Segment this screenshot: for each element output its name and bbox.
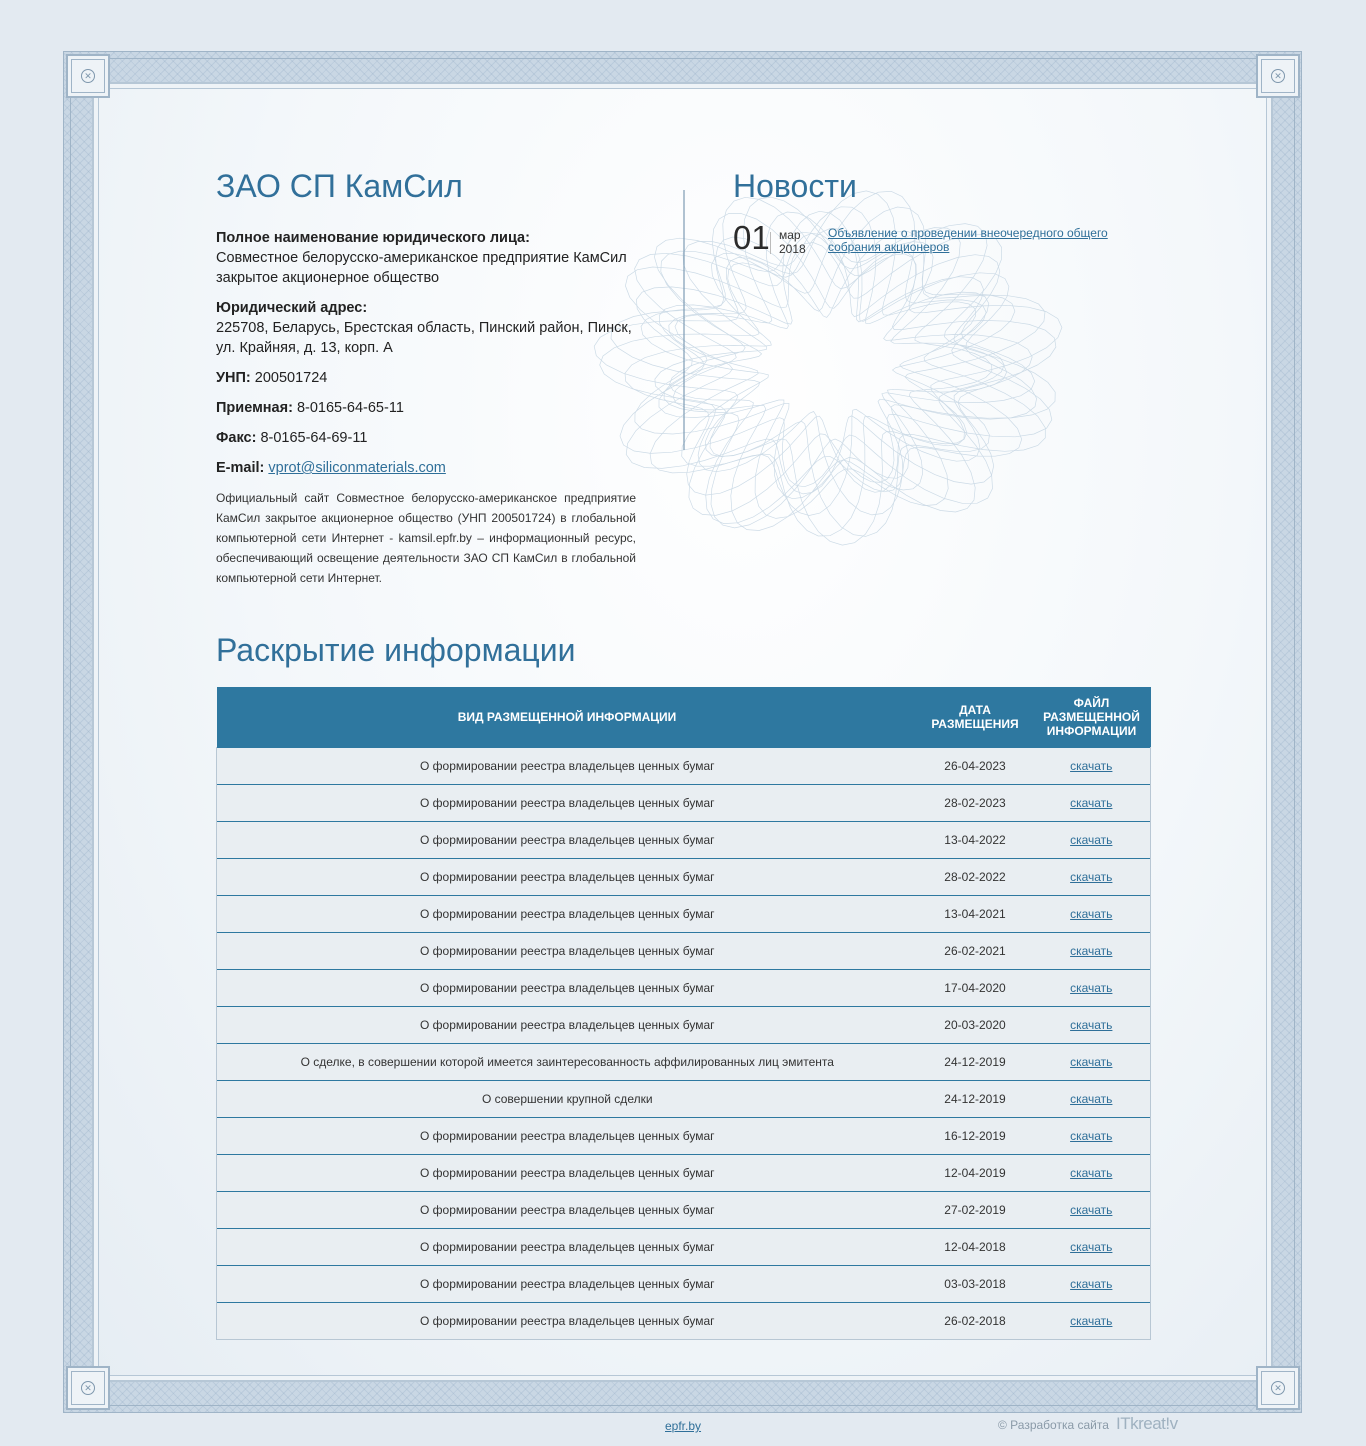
unp-field <box>216 368 636 388</box>
row-file-cell <box>1033 1155 1151 1192</box>
column-header-type: ВИД РАЗМЕЩЕННОЙ ИНФОРМАЦИИ <box>217 687 918 748</box>
table-row <box>217 896 1151 933</box>
row-info-type: О формировании реестра владельцев ценных бумаг <box>217 896 918 933</box>
download-link[interactable]: скачать <box>1070 1314 1113 1328</box>
corner-ornament-icon: ✕ <box>1256 1366 1300 1410</box>
row-date: 26-04-2023 <box>918 748 1033 785</box>
row-info-type: О формировании реестра владельцев ценных бумаг <box>217 1007 918 1044</box>
row-date: 27-02-2019 <box>918 1192 1033 1229</box>
row-file-cell <box>1033 1007 1151 1044</box>
fax-label: Факс: <box>216 430 257 446</box>
row-info-type: О формировании реестра владельцев ценных бумаг <box>217 748 918 785</box>
news-month: мар <box>779 228 801 242</box>
table-row <box>217 1266 1151 1303</box>
footer-developer-text: © Разработка сайта <box>998 1418 1109 1432</box>
table-header-row <box>217 687 1151 748</box>
company-info <box>216 166 636 588</box>
row-date: 16-12-2019 <box>918 1118 1033 1155</box>
row-info-type: О формировании реестра владельцев ценных бумаг <box>217 785 918 822</box>
disclosure-title: Раскрытие информации <box>216 632 576 668</box>
table-row <box>217 1044 1151 1081</box>
row-info-type: О формировании реестра владельцев ценных бумаг <box>217 1266 918 1303</box>
row-date: 28-02-2023 <box>918 785 1033 822</box>
table-row <box>217 933 1151 970</box>
corner-ornament-icon: ✕ <box>66 54 110 98</box>
reception-field <box>216 398 636 418</box>
download-link[interactable]: скачать <box>1070 944 1113 958</box>
row-date: 13-04-2021 <box>918 896 1033 933</box>
full-name-value: Совместное белорусско-американское предприятие КамСил закрытое акционерное общество <box>216 250 627 286</box>
developer-logo[interactable]: ITkreat!v <box>1116 1414 1178 1433</box>
ornamental-divider-icon <box>683 190 685 450</box>
news-section <box>733 166 1133 262</box>
download-link[interactable]: скачать <box>1070 1240 1113 1254</box>
news-year: 2018 <box>779 242 806 256</box>
row-info-type: О формировании реестра владельцев ценных бумаг <box>217 822 918 859</box>
row-file-cell <box>1033 1044 1151 1081</box>
row-info-type: О формировании реестра владельцев ценных бумаг <box>217 859 918 896</box>
download-link[interactable]: скачать <box>1070 1129 1113 1143</box>
download-link[interactable]: скачать <box>1070 759 1113 773</box>
unp-label: УНП: <box>216 370 251 386</box>
reception-label: Приемная: <box>216 400 293 416</box>
row-info-type: О формировании реестра владельцев ценных бумаг <box>217 1303 918 1340</box>
download-link[interactable]: скачать <box>1070 796 1113 810</box>
download-link[interactable]: скачать <box>1070 1277 1113 1291</box>
footer-site-link[interactable]: epfr.by <box>665 1419 702 1433</box>
row-file-cell <box>1033 785 1151 822</box>
column-header-date: ДАТА РАЗМЕЩЕНИЯ <box>918 687 1033 748</box>
table-body <box>217 748 1151 1340</box>
row-file-cell <box>1033 1229 1151 1266</box>
download-link[interactable]: скачать <box>1070 1018 1113 1032</box>
column-header-file: ФАЙЛ РАЗМЕЩЕННОЙ ИНФОРМАЦИИ <box>1033 687 1151 748</box>
table-row <box>217 1155 1151 1192</box>
table-row <box>217 748 1151 785</box>
row-date: 26-02-2018 <box>918 1303 1033 1340</box>
table-row <box>217 1192 1151 1229</box>
news-link[interactable]: Объявление о проведении внеочередного общего собрания акционеров <box>828 226 1108 254</box>
download-link[interactable]: скачать <box>1070 1203 1113 1217</box>
row-info-type: О формировании реестра владельцев ценных бумаг <box>217 1192 918 1229</box>
row-date: 17-04-2020 <box>918 970 1033 1007</box>
table-row <box>217 785 1151 822</box>
news-item <box>733 219 1133 262</box>
download-link[interactable]: скачать <box>1070 1092 1113 1106</box>
row-date: 12-04-2018 <box>918 1229 1033 1266</box>
row-date: 28-02-2022 <box>918 859 1033 896</box>
table-row <box>217 1229 1151 1266</box>
news-title: Новости <box>733 168 857 204</box>
full-name-label: Полное наименование юридического лица: <box>216 230 530 246</box>
row-date: 03-03-2018 <box>918 1266 1033 1303</box>
table-row <box>217 822 1151 859</box>
download-link[interactable]: скачать <box>1070 1166 1113 1180</box>
row-file-cell <box>1033 970 1151 1007</box>
row-date: 26-02-2021 <box>918 933 1033 970</box>
address-value: 225708, Беларусь, Брестская область, Пинский район, Пинск, ул. Крайняя, д. 13, корп. А <box>216 320 632 356</box>
table-row <box>217 859 1151 896</box>
download-link[interactable]: скачать <box>1070 1055 1113 1069</box>
news-date-separator <box>770 232 771 254</box>
download-link[interactable]: скачать <box>1070 833 1113 847</box>
table-row <box>217 1118 1151 1155</box>
email-link[interactable]: vprot@siliconmaterials.com <box>268 460 446 476</box>
row-file-cell <box>1033 896 1151 933</box>
table-row <box>217 1007 1151 1044</box>
address-label: Юридический адрес: <box>216 300 368 316</box>
email-label: E-mail: <box>216 460 265 476</box>
full-name-field <box>216 228 636 288</box>
table-row <box>217 1303 1151 1340</box>
row-file-cell <box>1033 822 1151 859</box>
news-day: 01 <box>733 219 770 256</box>
fax-field <box>216 428 636 448</box>
row-info-type: О сделке, в совершении которой имеется заинтересованность аффилированных лиц эмитента <box>217 1044 918 1081</box>
reception-value: 8-0165-64-65-11 <box>296 400 404 416</box>
download-link[interactable]: скачать <box>1070 907 1113 921</box>
row-file-cell <box>1033 1303 1151 1340</box>
company-title: ЗАО СП КамСил <box>216 168 463 204</box>
row-info-type: О формировании реестра владельцев ценных бумаг <box>217 1229 918 1266</box>
row-file-cell <box>1033 933 1151 970</box>
news-month-year <box>779 228 806 256</box>
unp-value: 200501724 <box>254 370 328 386</box>
email-field <box>216 458 636 478</box>
row-file-cell <box>1033 859 1151 896</box>
row-date: 13-04-2022 <box>918 822 1033 859</box>
row-date: 24-12-2019 <box>918 1044 1033 1081</box>
row-file-cell <box>1033 748 1151 785</box>
row-info-type: О формировании реестра владельцев ценных бумаг <box>217 1155 918 1192</box>
corner-ornament-icon: ✕ <box>66 1366 110 1410</box>
row-info-type: О формировании реестра владельцев ценных бумаг <box>217 1118 918 1155</box>
row-date: 20-03-2020 <box>918 1007 1033 1044</box>
table-row <box>217 970 1151 1007</box>
row-date: 12-04-2019 <box>918 1155 1033 1192</box>
row-file-cell <box>1033 1266 1151 1303</box>
row-date: 24-12-2019 <box>918 1081 1033 1118</box>
table-row <box>217 1081 1151 1118</box>
row-info-type: О формировании реестра владельцев ценных бумаг <box>217 970 918 1007</box>
row-file-cell <box>1033 1081 1151 1118</box>
site-description: Официальный сайт Совместное белорусско-американское предприятие КамСил закрытое акционерное общество (УНП 200501724) в глобальной компьютерной сети Интернет - kamsil.epfr.by – информационный ресурс, обеспечивающий освещение деятельности ЗАО СП КамСил в глобальной компьютерной сети Интернет. <box>216 491 636 585</box>
disclosure-table <box>216 687 1151 1340</box>
download-link[interactable]: скачать <box>1070 981 1113 995</box>
fax-value: 8-0165-64-69-11 <box>260 430 368 446</box>
download-link[interactable]: скачать <box>1070 870 1113 884</box>
row-file-cell <box>1033 1192 1151 1229</box>
address-field <box>216 298 636 358</box>
row-info-type: О формировании реестра владельцев ценных бумаг <box>217 933 918 970</box>
row-file-cell <box>1033 1118 1151 1155</box>
corner-ornament-icon: ✕ <box>1256 54 1300 98</box>
row-info-type: О совершении крупной сделки <box>217 1081 918 1118</box>
